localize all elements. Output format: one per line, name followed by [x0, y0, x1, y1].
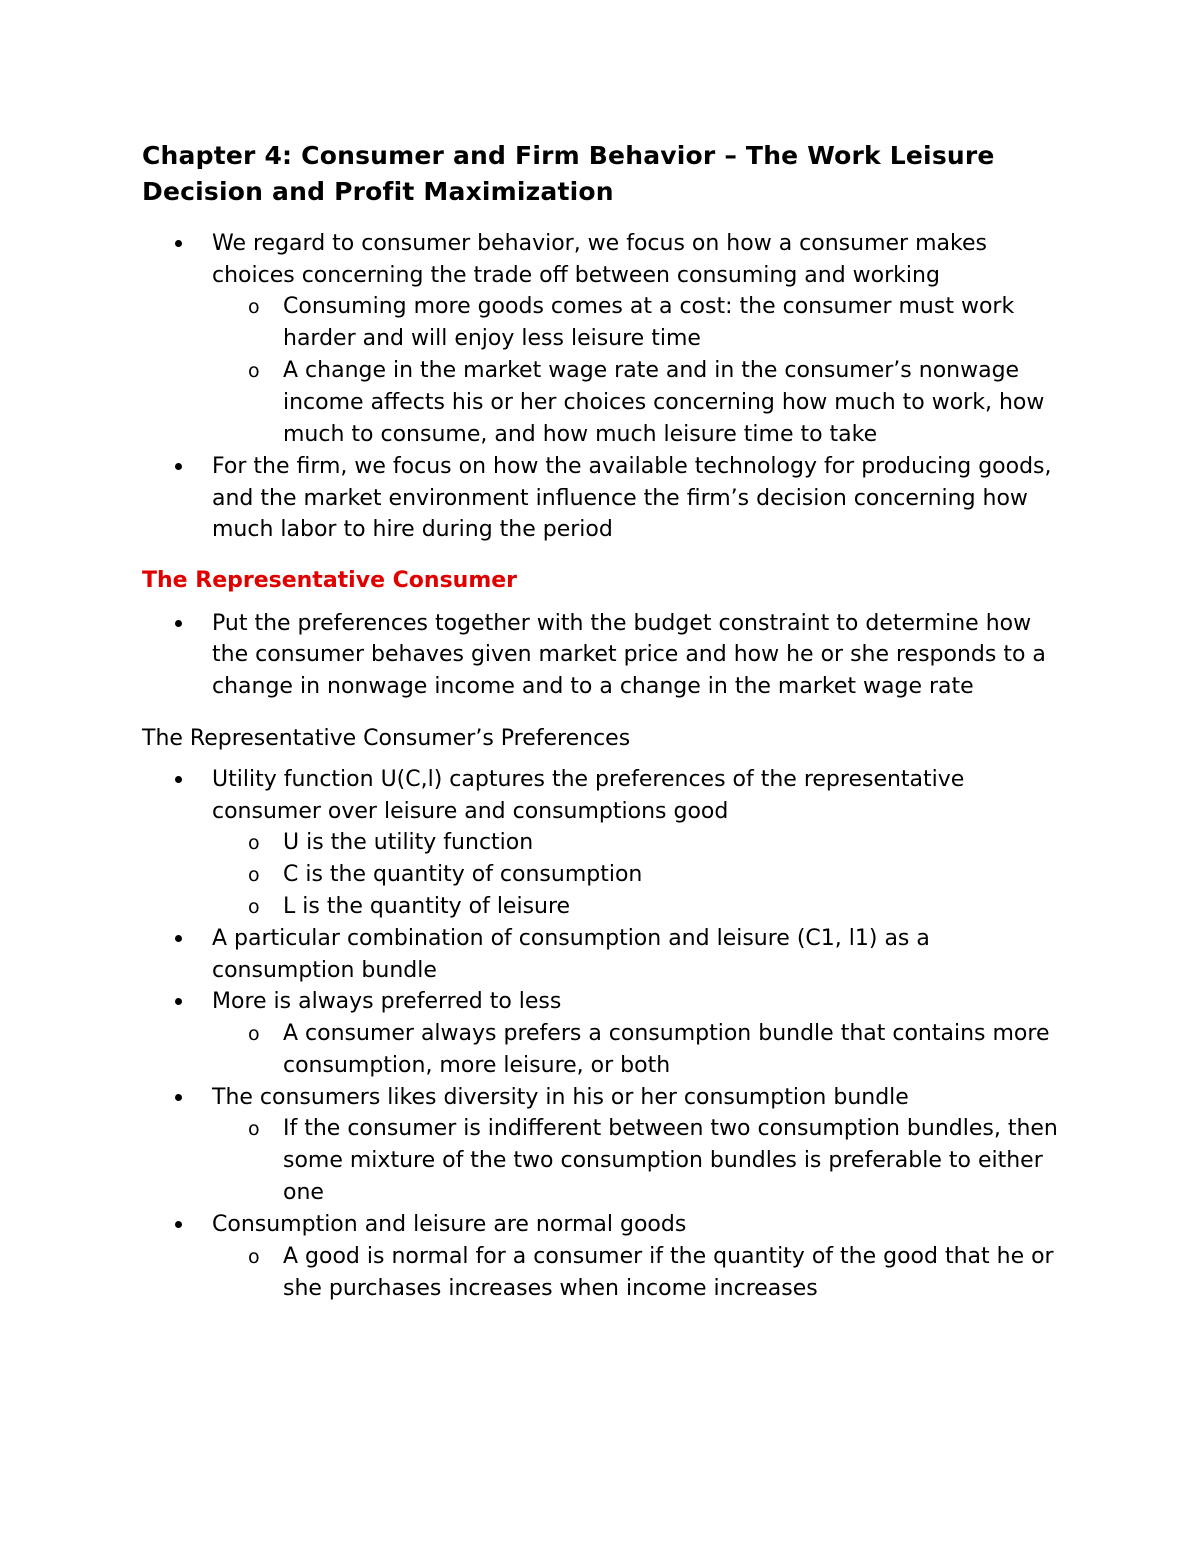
section-subheading: The Representative Consumer’s Preferences [142, 726, 631, 751]
sub-list-item [212, 827, 1072, 859]
list-item-text: Put the preferences together with the budget constraint to determine how the consumer behaves given market price and how he or she responds to a change in nonwage income and to a change in the market wage rate [212, 610, 1046, 699]
list-item [142, 1082, 1072, 1210]
list-item [142, 608, 1072, 703]
sub-list-item [212, 859, 1072, 891]
section1-list [142, 608, 1072, 703]
sub-list-item-text: Consuming more goods comes at a cost: the consumer must work harder and will enjoy less leisure time [283, 294, 1015, 351]
sub-list [212, 1241, 1072, 1305]
sub-list-item [212, 355, 1072, 451]
sub-bullet-marker: o [248, 1118, 260, 1140]
sub-list-item [212, 891, 1072, 923]
list-item [142, 1209, 1072, 1305]
sub-list-item-text: A consumer always prefers a consumption bundle that contains more consumption, more leisure, or both [283, 1020, 1050, 1078]
list-item [142, 923, 1072, 986]
list-item [142, 764, 1072, 923]
page-title: Chapter 4: Consumer and Firm Behavior – The Work Leisure Decision and Profit Maximization [142, 141, 995, 206]
list-item [142, 228, 1072, 451]
sub-list-item-text: If the consumer is indifferent between two consumption bundles, then some mixture of the two consumption bundles is preferable to either one [283, 1116, 1058, 1205]
sub-bullet-marker: o [248, 1022, 260, 1045]
sub-list-item-text: A change in the market wage rate and in the consumer’s nonwage income affects his or her choices concerning how much to work, how much to consume, and how much leisure time to take [283, 358, 1045, 447]
list-item-text: We regard to consumer behavior, we focus on how a consumer makes choices concerning the trade off between consuming and working [212, 231, 987, 288]
sub-list [212, 1113, 1072, 1209]
list-item-text: More is always preferred to less [212, 989, 562, 1014]
sub-list-item [212, 1113, 1072, 1209]
sub-list-item-text: U is the utility function [283, 830, 534, 855]
intro-list [142, 228, 1072, 546]
sub-bullet-marker: o [248, 896, 260, 918]
sub-list [212, 291, 1072, 451]
sub-bullet-marker: o [248, 832, 260, 854]
section2-list [142, 764, 1072, 1305]
list-item [142, 986, 1072, 1082]
list-item-text: A particular combination of consumption and leisure (C1, l1) as a consumption bundle [212, 926, 930, 983]
sub-bullet-marker: o [248, 360, 260, 382]
sub-list-item [212, 1018, 1072, 1082]
sub-bullet-marker: o [248, 1245, 260, 1268]
sub-list-item-text: L is the quantity of leisure [283, 894, 571, 919]
sub-list-item [212, 291, 1072, 355]
section-heading: The Representative Consumer [142, 567, 518, 593]
sub-bullet-marker: o [248, 296, 260, 318]
sub-list-item-text: A good is normal for a consumer if the quantity of the good that he or she purchases increases when income increases [283, 1243, 1054, 1301]
sub-list-item-text: C is the quantity of consumption [283, 862, 643, 887]
list-item [142, 451, 1072, 546]
list-item-text: Utility function U(C,l) captures the preferences of the representative consumer over leisure and consumptions good [212, 767, 965, 824]
sub-list-item [212, 1241, 1072, 1305]
sub-bullet-marker: o [248, 864, 260, 886]
list-item-text: Consumption and leisure are normal goods [212, 1212, 687, 1237]
sub-list [212, 827, 1072, 923]
list-item-text: For the firm, we focus on how the available technology for producing goods, and the market environment influence the firm’s decision concerning how much labor to hire during the period [212, 454, 1052, 542]
list-item-text: The consumers likes diversity in his or her consumption bundle [212, 1084, 909, 1110]
sub-list [212, 1018, 1072, 1082]
document-page [142, 138, 1072, 1305]
